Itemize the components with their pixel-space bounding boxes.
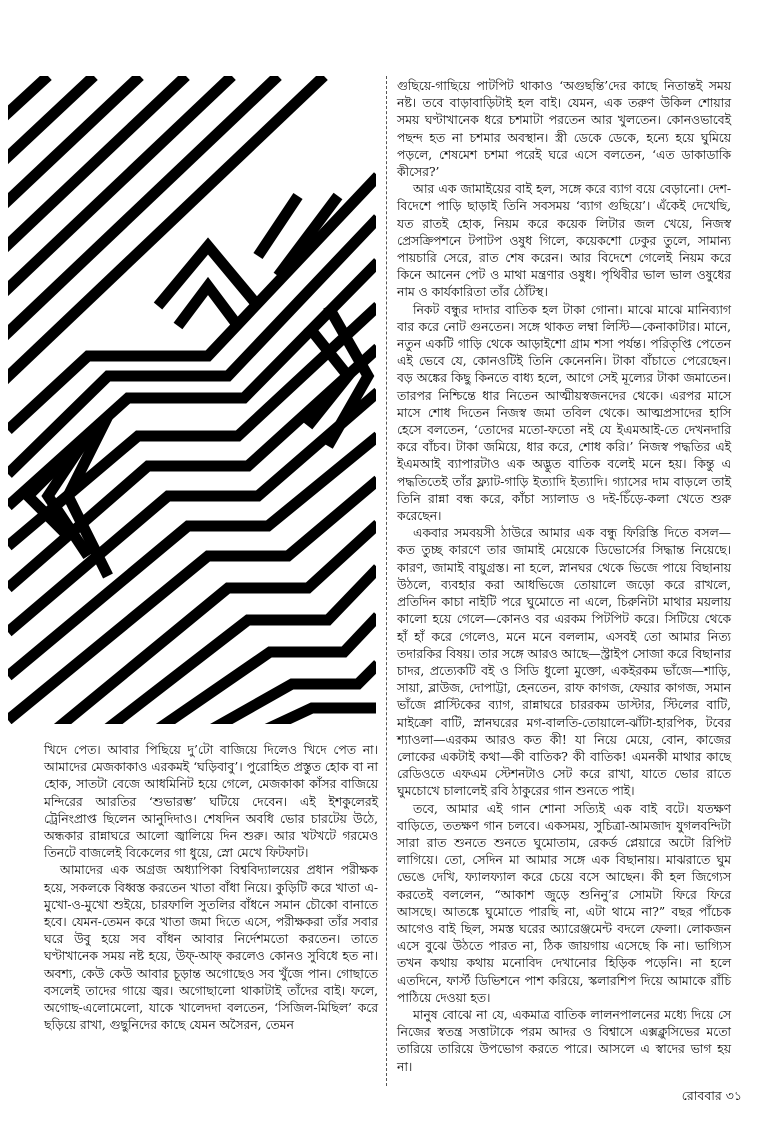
paragraph: খিদে পেত। আবার পিছিয়ে দু’টো বাজিয়ে দিলেও খিদে পেত না। আমাদের মেজকাকাও এরকমই ‘ঘড়িবাবু’। পুরোহিত প্রস্তুত হোক বা না হোক, সাতটা বেজে আধমিনিট হয়ে গেলে, মেজকাকা কাঁসর বাজিয়ে মন্দিরের আরতির ‘শুভারম্ভ’ ঘটিয়ে দেবেন। এই ইশকুলেরই ট্রেনিংপ্রাপ্ত ছিলেন আনুদিদাও। শেষদিন অবধি ভোর চারটেয় উঠে, অন্ধকার রান্নাঘরে আলো জ্বালিয়ে দিন শুরু। আর খটখটে গরমেও তিনটে বাজলেই বিকেলের গা ধুয়ে, স্নো মেখে ফিটফাট।	[44, 743, 378, 861]
paragraph: নিকট বন্ধুর দাদার বাতিক হল টাকা গোনা। মাঝে মাঝে মানিব্যাগ বার করে নোট গুনতেন। সঙ্গে থাকত লম্বা লিস্টি—কেনাকাটার। মানে, নতুন একটি গাড়ি থেকে আড়াইশো গ্রাম শসা পর্যন্ত। পরিতৃপ্তি পেতেন এই ভেবে যে, কোনওটিই তিনি কেনেননি। টাকা বাঁচাতে পেরেছেন। বড় অঙ্কের কিছু কিনতে বাধ্য হলে, আগে সেই মূল্যের টাকা জমাতেন। তারপর নিশ্চিন্তে ধার নিতেন আত্মীয়স্বজনদের থেকে। এরপর মাসে মাসে শোধ দিতেন নিজস্ব জমা তবিল থেকে। আত্মপ্রসাদের হাসি হেসে বলতেন, ‘তোদের মতো-ফতো নই যে ইএমআই-তে দেখনদারি করে বাঁচব। টাকা জমিয়ে, ধার করে, শোধ করি।’ নিজস্ব পদ্ধতির এই ইএমআই ব্যাপারটাও এক অদ্ভুত বাতিক বলেই মনে হয়। কিন্তু এ পদ্ধতিতেই তাঁর ফ্ল্যাট-গাড়ি ইত্যাদি ইত্যাদি। গ্যাসের দাম বাড়লে তাই তিনি রান্না বন্ধ করে, কাঁচা স্যালাড ও দই-চিঁড়ে-কলা খেতে শুরু করেছেন।	[397, 302, 731, 524]
paragraph: তবে, আমার এই গান শোনা সত্যিই এক বাই বটে। যতক্ষণ বাড়িতে, ততক্ষণ গান চলবে। একসময়, সুচিত্রা-আমজাদ যুগলবন্দিটা সারা রাত শুনতে শুনতে ঘুমোতাম, রেকর্ড প্লেয়ারে অটো রিপিট লাগিয়ে। তো, সেদিন মা আমার সঙ্গে এক বিছানায়। মাঝরাতে ঘুম ভেঙে দেখি, ফ্যালফ্যাল করে চেয়ে বসে আছেন। কী হল জিগ্যেস করতেই বললেন, “আকাশ জুড়ে শুনিনু’র সোমটা ফিরে ফিরে আসছে। আতঙ্কে ঘুমোতে পারছি না, এটা থামে না?” বছর পাঁচেক আগেও বাই ছিল, সমস্ত ঘরের অ্যারেঞ্জমেন্ট বদলে ফেলা। লোকজন এসে বুঝে উঠতে পারত না, ঠিক জায়গায় এসেছে কি না। ভাগ্যিস তখন কথায় কথায় মনোবিদ দেখানোর হিড়িক পড়েনি। না হলে এতদিনে, ফার্স্ট ডিভিশনে পাশ করিয়ে, স্কলারশিপ দিয়ে আমাকে রাঁচি পাঠিয়ে দেওয়া হত।	[397, 801, 731, 1005]
paragraph: আমাদের এক অগ্রজ অধ্যাপিকা বিশ্ববিদ্যালয়ের প্রধান পরীক্ষক হয়ে, সকলকে বিধ্বস্ত করতেন খাতা বাঁধা নিয়ে। কুড়িটি করে খাতা এ-মুখো-ও-মুখো শুইয়ে, চারফালি সুতলির বাঁধনে সমান চৌকো বানাতে হবে। যেমন-তেমন করে খাতা জমা দিতে এসে, পরীক্ষকরা তাঁর সবার ঘরে উবু হয়ে সব বাঁধন আবার নির্দেশমতো করতেন। তাতে ঘণ্টাখানেক সময় নষ্ট হয়ে, উফ্-আফ্ করলেও কোনও সুবিধে হত না। অবশ্য, কেউ কেউ আবার চূড়ান্ত অগোছেও সব খুঁজে পান। গোছাতে বসলেই তাদের গায়ে জ্বর। অগোছালো থাকাটাই তাঁদের বাই। ফলে, অগোছ-এলোমেলো, যাকে খালেদদা বলতেন, ‘সিজিল-মিছিল’ করে ছড়িয়ে রাখা, গুছুনিদের কাছে যেমন অসৈরন, তেমন	[44, 863, 378, 1033]
paragraph: মানুষ বোঝে না যে, একমাত্র বাতিক লালনপালনের মধ্যে দিয়ে সে নিজের স্বতন্ত্র সত্তাটাকে পরম আদর ও বিশ্বাসে এক্সক্লুসিভের মতো তারিয়ে তারিয়ে উপভোগ করতে পারে। আসলে এ স্বাদের ভাগ হয় না।	[397, 1007, 731, 1074]
right-text-column	[397, 78, 731, 1076]
left-text-column	[44, 742, 378, 1034]
column-divider	[386, 76, 387, 1086]
paragraph: একবার সমবয়সী ঠাউরে আমার এক বন্ধু ফিরিস্তি দিতে বসল—কত তুচ্ছ কারণে তার জামাই মেয়েকে ডিভোর্সের সিদ্ধান্ত নিয়েছে। কারণ, জামাই বায়ুগ্রস্ত। না হলে, স্নানঘর থেকে ভিজে পায়ে বিছানায় উঠলে, ব্যবহার করা আধভিজে তোয়ালে জড়ো করে রাখলে, প্রতিদিন কাচা নাইটি পরে ঘুমোতে না এলে, চিরুনিটা মাথার ময়লায় কালো হয়ে গেলে—কোনও বর এরকম পিটপিট করে। সিটিয়ে থেকে হাঁ হাঁ করে গেলেও, মনে মনে বললাম, এসবই তো আমার নিত্য তদারকির বিষয়। তার সঙ্গে আরও আছে—স্ট্রাইপ সোজা করে বিছানার চাদর, প্রত্যেকটি বই ও সিডি ধুলো মুক্তো, একইরকম ভাঁজে—শাড়ি, সায়া, ব্লাউজ, দোপাট্টা, হেনতেন, রাফ কাগজ, ফেয়ার কাগজ, সমান ভাঁজে প্লাস্টিকের ব্যাগ, রান্নাঘরে চাররকম ডাস্টার, স্টিলের বাটি, মাইক্রো বাটি, স্নানঘরের মগ-বালতি-তোয়ালে-ঝাঁটা-হারপিক, টবের শ্যাওলা—এরকম আরও কত কী! যা নিয়ে মেয়ে, বোন, কাজের লোকের একটাই কথা—কী বাতিক? কী বাতিক! এমনকী মাথার কাছে রেডিওতে এফএম স্টেশনটাও সেট করে রাখা, যাতে ভোর রাতে ঘুমচোখে চালালেই রবি ঠাকুরের গান শুনতে পাই।	[397, 526, 731, 799]
black-white-maze-illustration	[8, 76, 376, 724]
page-footer: রোববার ৩১	[681, 1088, 742, 1103]
paragraph: আর এক জামাইয়ের বাই হল, সঙ্গে করে ব্যাগ বয়ে বেড়ানো। দেশ-বিদেশে পাড়ি ছাড়াই তিনি সবসময় ‘ব্যাগ গুছিয়ে’। এঁকেই দেখেছি, যত রাতই হোক, নিয়ম করে কয়েক লিটার জল খেয়ে, নিজস্ব প্রেসক্রিপশনে টপাটপ ওষুধ গিলে, কয়েকশো ঢেকুর তুলে, সামান্য পায়চারি সেরে, রাত শেষ করেন। আর বিদেশে গেলেই নিয়ম করে কিনে আনেন পেট ও মাথা মন্ত্রণার ওষুধ। পৃথিবীর ভাল ভাল ওষুধের নাম ও কার্যকারিতা তাঁর ঠোঁটস্থ।	[397, 182, 731, 300]
paragraph: গুছিয়ে-গাছিয়ে পাটপিট থাকাও ‘অগুছন্তি’দের কাছে নিতান্তই সময় নষ্ট। তবে বাড়াবাড়িটাই হল বাই। যেমন, এক তরুণ উকিল শোয়ার সময় ঘণ্টাখানেক ধরে চশমাটা পরতেন আর খুলতেন। কোনওভাবেই পছন্দ হত না চশমার অবস্থান। স্ত্রী ডেকে ডেকে, হন্যে হয়ে ঘুমিয়ে পড়লে, শেষমেশ চশমা পরেই ঘরে এসে বলতেন, ‘এত ডাকাডাকি কীসের?’	[397, 79, 731, 180]
